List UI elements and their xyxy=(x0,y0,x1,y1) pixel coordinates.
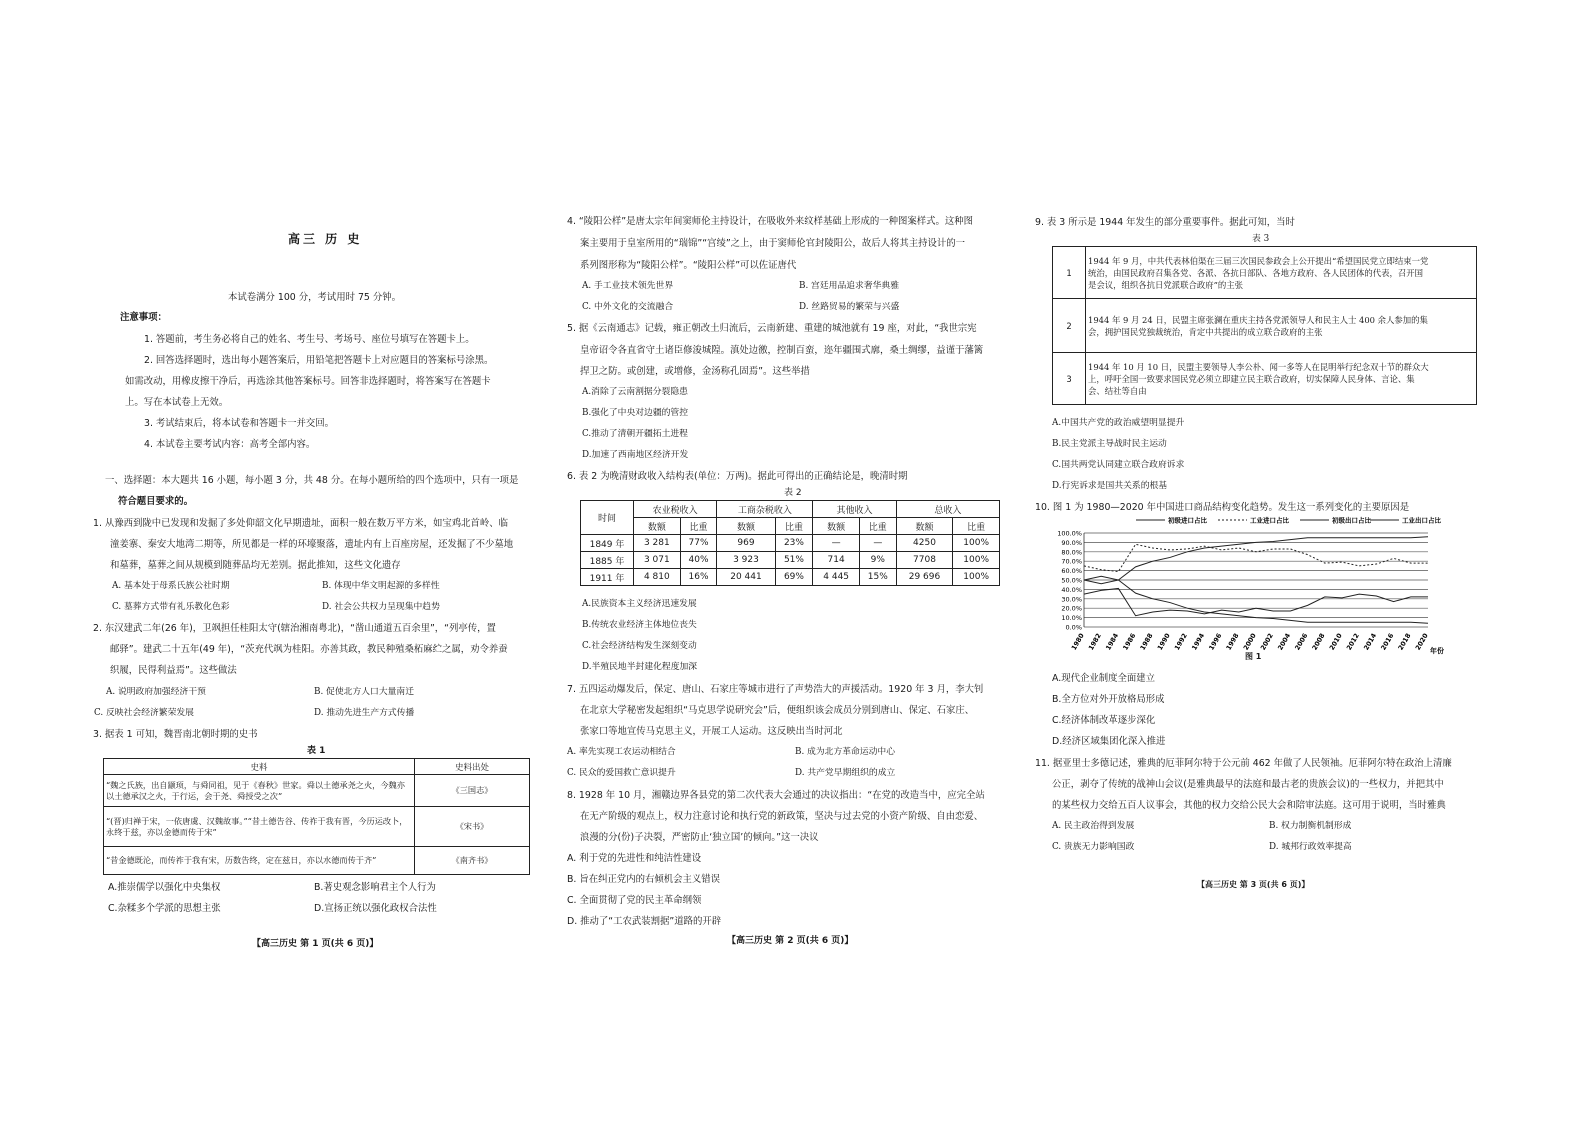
series-line-3 xyxy=(1084,580,1428,623)
q11-stem: 11. 据亚里士多德记述，雅典的厄菲阿尔特于公元前 462 年做了人民领袖。厄菲阿尔特在政治上清廉 xyxy=(1035,758,1452,769)
table-header: 史料出处 xyxy=(415,759,530,775)
table-1 xyxy=(103,758,530,875)
table-header: 数额 xyxy=(634,518,681,535)
q4-stem: 案主要用于皇室所用的“瑞锦”“宫绫”之上，由于窦师伦官封陵阳公，故后人将其主持设计的一 xyxy=(580,238,966,249)
table-row xyxy=(104,759,530,775)
q6-option-c: C.社会经济结构发生深刻变动 xyxy=(582,641,697,651)
q10-option-d: D.经济区域集团化深入推进 xyxy=(1052,736,1166,747)
table-cell: 9% xyxy=(859,552,896,569)
notes-title: 注意事项： xyxy=(120,312,167,323)
q4-stem: 系列图形称为“陵阳公样”。“陵阳公样”可以佐证唐代 xyxy=(580,260,797,271)
q1-option-c: C. 墓葬方式带有礼乐教化色彩 xyxy=(112,602,230,612)
q3-stem: 3. 据表 1 可知，魏晋南北朝时期的史书 xyxy=(93,729,258,740)
q2-option-c: C. 反映社会经济繁荣发展 xyxy=(94,708,194,718)
q2-stem: 邮驿”。建武二十五年(49 年)，“茨充代飒为桂阳。亦善其政，教民种殖桑柘麻纻之属，劝令养蚕 xyxy=(110,644,508,655)
table-cell: 4250 xyxy=(896,535,953,552)
table-row xyxy=(104,807,530,847)
chart-y-axis xyxy=(1057,530,1082,632)
table-cell: 51% xyxy=(775,552,813,569)
q11-option-b: B. 权力制衡机制形成 xyxy=(1269,821,1352,831)
table-cell: 100% xyxy=(953,552,1000,569)
q7-stem: 在北京大学秘密发起组织“马克思学说研究会”后，便组织该会成员分别到唐山、保定、石家庄、 xyxy=(580,705,975,716)
table-2-caption: 表 2 xyxy=(784,488,802,498)
note-line: 1. 答题前，考生务必将自己的姓名、考生号、考场号、座位号填写在答题卡上。 xyxy=(144,334,475,345)
table-header: 农业税收入 xyxy=(634,501,717,518)
x-tick-label: 1984 xyxy=(1104,632,1121,652)
q1-stem: 1. 从豫西到陇中已发现和发掘了多处仰韶文化早期遗址，面积一般在数万平方米，如宝鸡北首岭、临 xyxy=(93,518,509,529)
table-header: 比重 xyxy=(859,518,896,535)
q4-stem: 4. “陵阳公样”是唐太宗年间窦师伦主持设计，在吸收外来纹样基础上形成的一种图案样式。这种图 xyxy=(567,216,974,227)
table-row xyxy=(581,535,1000,552)
legend-entry: 初级进口占比 xyxy=(1168,516,1207,525)
table-header: 比重 xyxy=(953,518,1000,535)
y-tick-label: 90.0% xyxy=(1061,538,1082,547)
table-cell-line: 1944 年 9 月，中共代表林伯渠在三届三次国民参政会上公开提出“希望国民党立即结束一党 xyxy=(1088,255,1429,266)
x-tick-label: 2008 xyxy=(1310,632,1327,652)
series-line-4 xyxy=(1084,537,1428,580)
table-cell: 15% xyxy=(859,569,896,586)
table-row xyxy=(1053,353,1477,405)
legend-entry: 工业进口占比 xyxy=(1250,516,1289,525)
q5-option-d: D.加速了西南地区经济开发 xyxy=(582,450,689,460)
page-2-footer: 【高三历史 第 2 页(共 6 页)】 xyxy=(727,936,854,946)
q3-option-d: D.宣扬正统以强化政权合法性 xyxy=(314,903,437,914)
note-line: 3. 考试结束后，将本试卷和答题卡一并交回。 xyxy=(144,418,335,429)
q1-stem: 和墓葬，墓葬之间从规模到随葬品均无差别。据此推知，这些文化遗存 xyxy=(110,560,401,571)
q6-option-b: B.传统农业经济主体地位丧失 xyxy=(582,620,697,630)
q1-stem: 潼姜寨、秦安大地湾二期等，所见都是一样的环壕聚落，遗址内有上百座房屋，还发掘了不少墓地 xyxy=(110,539,514,550)
table-header: 数额 xyxy=(896,518,953,535)
table-header: 工商杂税收入 xyxy=(717,501,813,518)
q8-option-d: D. 推动了“工农武装割据”道路的开辟 xyxy=(567,916,722,927)
x-tick-label: 1994 xyxy=(1190,632,1207,652)
q8-option-a: A. 利于党的先进性和纯洁性建设 xyxy=(567,853,702,864)
y-tick-label: 60.0% xyxy=(1061,567,1082,576)
y-tick-label: 0.0% xyxy=(1065,623,1082,632)
section-heading-2: 符合题目要求的。 xyxy=(118,496,194,507)
table-cell: 1849 年 xyxy=(581,535,634,552)
q5-stem: 捍卫之防。或创建，或增修，金汤称孔固焉”。这些举措 xyxy=(580,366,810,377)
q3-option-b: B.著史观念影响君主个人行为 xyxy=(314,882,436,893)
note-line: 上。写在本试卷上无效。 xyxy=(125,397,229,408)
table-cell: 20 441 xyxy=(717,569,775,586)
q6-stem: 6. 表 2 为晚清财政收入结构表(单位：万两)。据此可得出的正确结论是，晚清时期 xyxy=(567,471,908,482)
table-cell: 3 281 xyxy=(634,535,681,552)
q10-stem: 10. 图 1 为 1980—2020 年中国进口商品结构变化趋势。发生这一系列变化的主要原因是 xyxy=(1035,502,1410,513)
q4-option-a: A. 手工业技术领先世界 xyxy=(582,281,674,291)
table-3-caption: 表 3 xyxy=(1252,234,1270,244)
x-tick-label: 2006 xyxy=(1293,632,1310,652)
note-line: 4. 本试卷主要考试内容：高考全部内容。 xyxy=(144,439,316,450)
page-3-footer: 【高三历史 第 3 页(共 6 页)】 xyxy=(1197,880,1310,889)
q11-option-c: C. 贵族无力影响国政 xyxy=(1052,842,1135,852)
table-row xyxy=(581,569,1000,586)
q11-option-d: D. 城邦行政效率提高 xyxy=(1269,842,1352,852)
chart-x-axis xyxy=(1070,632,1430,652)
q9-option-c: C.国共两党认同建立联合政府诉求 xyxy=(1052,460,1185,470)
table-cell xyxy=(1086,299,1477,353)
table-row xyxy=(1053,247,1477,299)
exam-title: 高三 历 史 xyxy=(288,232,363,246)
note-line: 如需改动，用橡皮擦干净后，再选涂其他答案标号。回答非选择题时，将答案写在答题卡 xyxy=(125,376,491,387)
q4-option-b: B. 宫廷用品追求奢华典雅 xyxy=(799,281,900,291)
q2-stem: 织履，民得利益焉”。这些做法 xyxy=(110,665,237,676)
x-tick-label: 1988 xyxy=(1138,632,1155,652)
table-header: 数额 xyxy=(813,518,860,535)
y-tick-label: 30.0% xyxy=(1061,595,1082,604)
table-cell: 969 xyxy=(717,535,775,552)
table-row xyxy=(581,501,1000,518)
table-header: 其他收入 xyxy=(813,501,896,518)
q7-stem: 7. 五四运动爆发后，保定、唐山、石家庄等城市进行了声势浩大的声援活动。1920 年 3 月，李大钊 xyxy=(567,684,984,695)
exam-intro: 本试卷满分 100 分，考试用时 75 分钟。 xyxy=(228,292,401,303)
q7-option-b: B. 成为北方革命运动中心 xyxy=(795,747,896,757)
q2-option-d: D. 推动先进生产方式传播 xyxy=(314,708,415,718)
q2-stem: 2. 东汉建武二年(26 年)，卫飒担任桂阳太守(辖治湘南粤北)，“凿山通道五百余里”，“列亭传，置 xyxy=(93,623,496,634)
y-tick-label: 40.0% xyxy=(1061,585,1082,594)
table-cell-line: 会、结社等自由 xyxy=(1088,385,1147,396)
q5-option-a: A.消除了云南割据分裂隐患 xyxy=(582,387,688,397)
y-tick-label: 70.0% xyxy=(1061,557,1082,566)
x-tick-label: 1992 xyxy=(1172,632,1189,652)
table-cell: 《宋书》 xyxy=(415,807,530,847)
x-tick-label: 1982 xyxy=(1086,632,1103,652)
q7-option-a: A. 率先实现工农运动相结合 xyxy=(567,747,676,757)
q3-option-c: C.杂糅多个学派的思想主张 xyxy=(108,903,221,914)
q9-stem: 9. 表 3 所示是 1944 年发生的部分重要事件。据此可知，当时 xyxy=(1035,217,1295,228)
import-structure-chart xyxy=(1050,513,1450,663)
q8-stem: 浪漫的分(份)子决裂，严密防止‘独立国’的倾向。”这一决议 xyxy=(580,832,819,843)
q10-option-a: A.现代企业制度全面建立 xyxy=(1052,673,1155,684)
table-row xyxy=(104,775,530,807)
table-cell: 4 810 xyxy=(634,569,681,586)
table-cell: — xyxy=(813,535,860,552)
q2-option-b: B. 促使北方人口大量南迁 xyxy=(314,687,415,697)
table-cell: 23% xyxy=(775,535,813,552)
x-tick-label: 1980 xyxy=(1069,632,1086,652)
note-line: 2. 回答选择题时，选出每小题答案后，用铅笔把答题卡上对应题目的答案标号涂黑。 xyxy=(144,355,494,366)
table-1-caption: 表 1 xyxy=(307,746,326,756)
table-cell-line: 上，呼吁全国一致要求国民党必须立即建立民主联合政府，切实保障人民身体、言论、集 xyxy=(1088,373,1415,384)
table-cell: 1885 年 xyxy=(581,552,634,569)
y-tick-label: 10.0% xyxy=(1061,614,1082,623)
table-cell: 2 xyxy=(1053,299,1086,353)
q10-option-b: B.全方位对外开放格局形成 xyxy=(1052,694,1165,705)
q5-option-c: C.推动了清朝开疆拓土进程 xyxy=(582,429,688,439)
q6-option-d: D.半殖民地半封建化程度加深 xyxy=(582,662,698,672)
x-tick-label: 2000 xyxy=(1241,632,1258,652)
q11-stem: 的某些权力交给五百人议事会，其他的权力交给公民大会和陪审法庭。这可用于说明，当时雅典 xyxy=(1052,800,1446,811)
table-header: 时间 xyxy=(581,501,634,535)
q4-option-d: D. 丝路贸易的繁荣与兴盛 xyxy=(799,302,900,312)
q11-stem: 公正，剥夺了传统的战神山会议(是雅典最早的法庭和最古老的贵族会议)的一些权力，并把其中 xyxy=(1052,779,1444,790)
q11-option-a: A. 民主政治得到发展 xyxy=(1052,821,1135,831)
table-cell: 3 923 xyxy=(717,552,775,569)
q7-stem: 张家口等地宣传马克思主义，开展工人运动。这反映出当时河北 xyxy=(580,726,843,737)
table-cell: — xyxy=(859,535,896,552)
table-cell: 100% xyxy=(953,535,1000,552)
table-cell-line: 1944 年 9 月 24 日，民盟主席张澜在重庆主持各党派领导人和民主人士 400 余人参加的集 xyxy=(1088,314,1428,325)
table-row xyxy=(1053,299,1477,353)
table-2 xyxy=(580,500,1000,586)
q7-option-c: C. 民众的爱国救亡意识提升 xyxy=(567,768,676,778)
q5-option-b: B.强化了中央对边疆的管控 xyxy=(582,408,689,418)
x-tick-label: 1986 xyxy=(1121,632,1138,652)
table-row xyxy=(581,518,1000,535)
q8-stem: 8. 1928 年 10 月，湘赣边界各县党的第二次代表大会通过的决议指出：“在党的改造当中，应完全站 xyxy=(567,790,985,801)
x-tick-label: 2004 xyxy=(1276,632,1293,652)
table-cell: 40% xyxy=(680,552,717,569)
y-tick-label: 20.0% xyxy=(1061,604,1082,613)
y-tick-label: 50.0% xyxy=(1061,576,1082,585)
figure-1-caption: 图 1 xyxy=(1245,652,1262,661)
chart-gridlines xyxy=(1084,533,1428,627)
table-cell: 3 xyxy=(1053,353,1086,405)
table-cell: 4 445 xyxy=(813,569,860,586)
table-cell: 1911 年 xyxy=(581,569,634,586)
x-tick-label: 2016 xyxy=(1379,632,1396,652)
legend-entry: 工业出口占比 xyxy=(1402,516,1441,525)
table-cell: 100% xyxy=(953,569,1000,586)
q6-option-a: A.民族资本主义经济迅速发展 xyxy=(582,599,697,609)
q9-option-a: A.中国共产党的政治威望明显提升 xyxy=(1052,418,1185,428)
q9-option-d: D.行宪诉求是国共关系的根基 xyxy=(1052,481,1168,491)
q1-option-b: B. 体现中华文明起源的多样性 xyxy=(322,581,440,591)
x-tick-label: 2002 xyxy=(1258,632,1275,652)
q8-option-b: B. 旨在纠正党内的右倾机会主义错误 xyxy=(567,874,721,885)
page-1-footer: 【高三历史 第 1 页(共 6 页)】 xyxy=(252,939,379,949)
table-row xyxy=(581,552,1000,569)
q9-option-b: B.民主党派主导战时民主运动 xyxy=(1052,439,1167,449)
q7-option-d: D. 共产党早期组织的成立 xyxy=(795,768,896,778)
table-header: 比重 xyxy=(680,518,717,535)
x-tick-label: 2014 xyxy=(1362,632,1379,652)
x-tick-label: 1990 xyxy=(1155,632,1172,652)
q8-stem: 在无产阶级的观点上，权力注意讨论和执行党的新政策，坚决与过去党的小资产阶级、自由恋爱、 xyxy=(580,811,984,822)
chart-legend xyxy=(1136,516,1442,525)
table-cell-line: 会，拥护国民党独裁统治，肯定中共提出的成立联合政府的主张 xyxy=(1088,326,1323,337)
q5-stem: 5. 据《云南通志》记载，雍正朝改土归流后，云南新建、重建的城池就有 19 座，对此，“我世宗宪 xyxy=(567,323,977,334)
table-cell: 7708 xyxy=(896,552,953,569)
table-cell: “昔金德既沦，而传祚于我有宋，历数告终，定在兹日，亦以水德而传于齐” xyxy=(104,847,415,875)
table-row xyxy=(104,847,530,875)
q3-option-a: A.推崇儒学以强化中央集权 xyxy=(108,882,221,893)
y-tick-label: 100.0% xyxy=(1057,529,1082,538)
table-header: 比重 xyxy=(775,518,813,535)
q10-option-c: C.经济体制改革逐步深化 xyxy=(1052,715,1156,726)
table-cell-line: 统治，由国民政府召集各党、各派、各抗日部队、各地方政府、各人民团体的代表，召开国 xyxy=(1088,267,1423,278)
x-tick-label: 1996 xyxy=(1207,632,1224,652)
x-tick-label: 2010 xyxy=(1327,632,1344,652)
table-cell-line: 是会议，组织各抗日党派联合政府”的主张 xyxy=(1088,279,1244,290)
table-cell: 16% xyxy=(680,569,717,586)
chart-x-label: 年份 xyxy=(1430,647,1444,655)
table-cell: “(晋)归禅于宋，一依唐虞、汉魏故事。”“昔土德告谷、传祚于我有晋，今历运改卜，永终于兹，亦以金德而传于宋” xyxy=(104,807,415,847)
q5-stem: 皇帝诏令各直省守土诸臣修浚城隍。滇处边徼，控制百蛮，迩年疆围式廓，桑土绸缪，益谨于藩篱 xyxy=(580,345,984,356)
q1-option-d: D. 社会公共权力呈现集中趋势 xyxy=(322,602,440,612)
table-cell xyxy=(1086,353,1477,405)
section-heading: 一、选择题：本大题共 16 小题，每小题 3 分，共 48 分。在每小题所给的四个选项中，只有一项是 xyxy=(105,475,519,486)
legend-entry: 初级出口占比 xyxy=(1332,516,1371,525)
q2-option-a: A. 说明政府加强经济干预 xyxy=(106,687,206,697)
q8-option-c: C. 全面贯彻了党的民主革命纲领 xyxy=(567,895,702,906)
table-cell: “魏之氏族，出自颛顼，与舜同祖，见于《春秋》世家。舜以土德承尧之火，今魏亦以土德承汉之火，于行运，会于尧、舜授受之次” xyxy=(104,775,415,807)
table-header: 总收入 xyxy=(896,501,999,518)
table-cell: 714 xyxy=(813,552,860,569)
table-header: 史料 xyxy=(104,759,415,775)
y-tick-label: 80.0% xyxy=(1061,548,1082,557)
x-tick-label: 2012 xyxy=(1344,632,1361,652)
table-cell: 《南齐书》 xyxy=(415,847,530,875)
x-tick-label: 1998 xyxy=(1224,632,1241,652)
x-tick-label: 2018 xyxy=(1396,632,1413,652)
table-cell: 1 xyxy=(1053,247,1086,299)
q1-option-a: A. 基本处于母系氏族公社时期 xyxy=(112,581,230,591)
table-cell: 《三国志》 xyxy=(415,775,530,807)
table-cell-line: 1944 年 10 月 10 日，民盟主要领导人李公朴、闻一多等人在昆明举行纪念双十节的群众大 xyxy=(1088,361,1429,372)
table-3 xyxy=(1052,246,1477,405)
table-cell xyxy=(1086,247,1477,299)
table-cell: 77% xyxy=(680,535,717,552)
table-cell: 3 071 xyxy=(634,552,681,569)
table-cell: 69% xyxy=(775,569,813,586)
table-header: 数额 xyxy=(717,518,775,535)
x-tick-label: 2020 xyxy=(1413,632,1430,652)
q4-option-c: C. 中外文化的交流融合 xyxy=(582,302,674,312)
table-cell: 29 696 xyxy=(896,569,953,586)
